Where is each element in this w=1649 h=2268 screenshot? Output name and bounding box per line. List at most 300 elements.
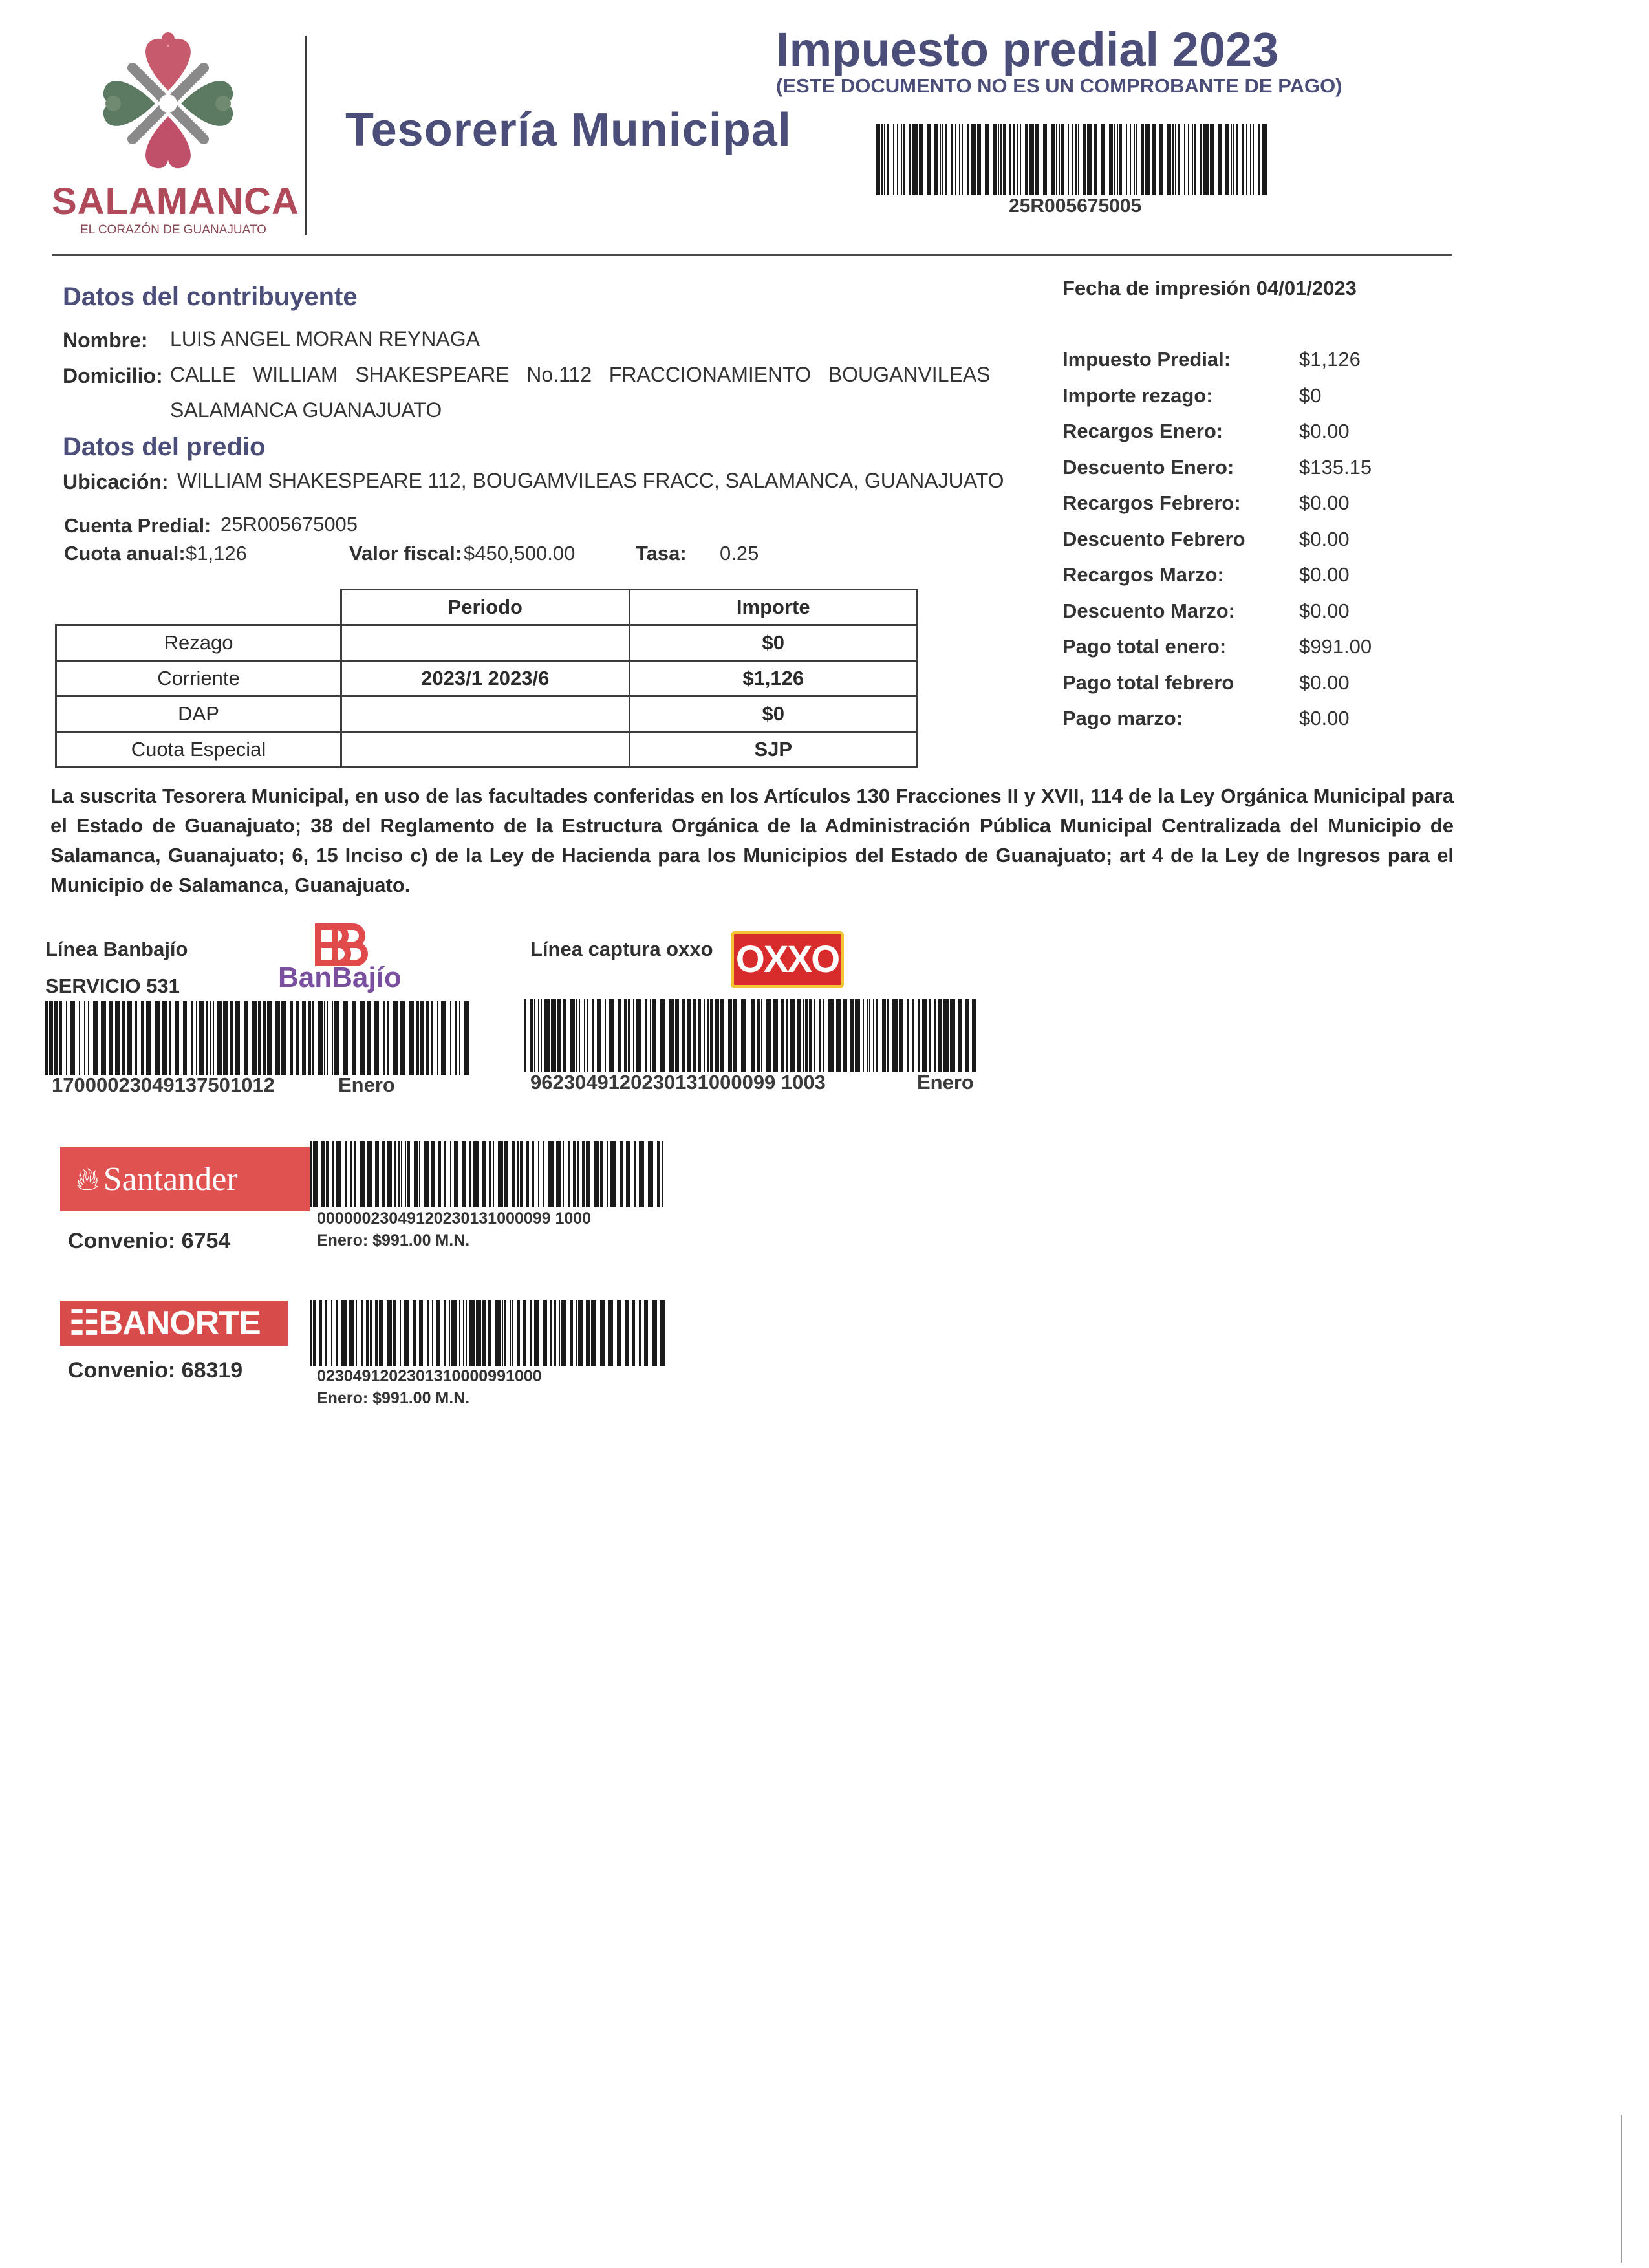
banorte-logo <box>60 1301 288 1346</box>
period-cell <box>341 732 629 768</box>
barcode-bar <box>597 999 601 1072</box>
barcode-bar <box>454 1141 458 1207</box>
logo-tagline: EL CORAZÓN DE GUANAJUATO <box>80 223 266 237</box>
barcode-bar <box>482 1141 486 1207</box>
barcode-bar <box>1043 124 1047 195</box>
santander-amount: Enero: $991.00 M.N. <box>317 1231 470 1249</box>
barcode-bar <box>998 124 999 195</box>
banbajio-b-icon <box>278 922 427 967</box>
summary-value: $0.00 <box>1299 527 1350 550</box>
barcode-bar <box>884 124 885 195</box>
barcode-bar <box>1068 124 1069 195</box>
barcode-bar <box>1056 124 1057 195</box>
barcode-bar <box>843 999 847 1072</box>
barcode-bar <box>625 1300 629 1366</box>
barcode-bar <box>882 999 886 1072</box>
barcode-bar <box>850 999 854 1072</box>
barcode-bar <box>781 999 784 1072</box>
barcode-bar <box>427 1300 429 1366</box>
barcode-bar <box>617 1300 621 1366</box>
summary-row <box>1062 420 1386 456</box>
barcode-bar <box>940 124 941 195</box>
summary-row <box>1062 635 1386 671</box>
barcode-bar <box>951 124 953 195</box>
barcode-bar <box>1101 124 1105 195</box>
banbajio-wordmark: BanBajío <box>278 962 402 993</box>
fiscal-value: $450,500.00 <box>464 542 576 565</box>
barcode-bar <box>93 1001 98 1075</box>
barcode-bar <box>302 1001 306 1075</box>
barcode-bar <box>196 1001 197 1075</box>
barcode-bar <box>476 1300 481 1366</box>
barcode-bar <box>584 999 585 1072</box>
barcode-bar <box>407 1141 410 1207</box>
barcode-bar <box>450 1141 451 1207</box>
barcode-bar <box>115 1001 120 1075</box>
barcode-bar <box>962 124 963 195</box>
barcode-bar <box>45 1001 48 1075</box>
summary-value: $0 <box>1299 383 1322 407</box>
summary-label: Recargos Febrero: <box>1062 491 1241 514</box>
barcode-bar <box>436 1300 440 1366</box>
santander-logo <box>60 1147 310 1211</box>
oxxo-month: Enero <box>917 1071 974 1094</box>
account-label: Cuenta Predial: <box>64 514 211 537</box>
barcode-bar <box>628 999 630 1072</box>
barcode-bar <box>577 1141 579 1207</box>
barcode-bar <box>431 1141 435 1207</box>
barcode-bar <box>971 124 976 195</box>
barcode-bar <box>639 1141 644 1207</box>
barcode-bar <box>766 999 771 1072</box>
barcode-bar <box>955 124 956 195</box>
barcode-bar <box>903 124 905 195</box>
barcode-bar <box>634 1141 636 1207</box>
barcode-bar <box>223 1001 228 1075</box>
barcode-bar <box>797 999 801 1072</box>
barcode-bar <box>258 1001 261 1075</box>
barcode-bar <box>296 1001 299 1075</box>
barcode-bar <box>210 1001 211 1075</box>
barcode-bar <box>230 1001 233 1075</box>
oxxo-number: 9623049120230131000099 1003 <box>530 1071 826 1094</box>
barcode-bar <box>517 1141 519 1207</box>
barcode-bar <box>1109 124 1113 195</box>
barcode-bar <box>945 124 947 195</box>
barcode-bar <box>633 999 634 1072</box>
barcode-bar <box>502 1300 503 1366</box>
barcode-bar <box>749 999 750 1072</box>
amount-header: Importe <box>629 590 918 625</box>
barcode-bar <box>652 999 656 1072</box>
barcode-bar <box>1119 124 1122 195</box>
barcode-bar <box>122 1001 125 1075</box>
barcode-bar <box>592 999 594 1072</box>
barcode-bar <box>520 1141 523 1207</box>
barcode-bar <box>345 1141 347 1207</box>
barcode-bar <box>405 1141 406 1207</box>
barcode-bar <box>141 1001 144 1075</box>
barcode-bar <box>504 1141 508 1207</box>
barcode-bar <box>375 1141 379 1207</box>
period-header: Periodo <box>341 590 629 625</box>
account-barcode <box>876 124 1268 195</box>
header-divider <box>305 36 307 235</box>
barcode-bar <box>79 1001 80 1075</box>
barcode-bar <box>530 1300 532 1366</box>
barcode-bar <box>382 1141 385 1207</box>
banbajio-label: Línea Banbajío <box>45 938 188 960</box>
barcode-bar <box>206 1001 208 1075</box>
table-header-row <box>56 590 918 625</box>
barcode-bar <box>1250 124 1251 195</box>
barcode-bar <box>252 1001 257 1075</box>
barcode-bar <box>451 1300 457 1366</box>
barcode-bar <box>958 999 962 1072</box>
barcode-bar <box>632 1300 635 1366</box>
barcode-bar <box>517 1300 520 1366</box>
address-line-1: CALLE WILLIAM SHAKESPEARE No.112 FRACCIONAMIENTO BOUGANVILEAS <box>170 363 991 386</box>
barcode-bar <box>554 1300 556 1366</box>
summary-value: $135.15 <box>1299 455 1372 479</box>
barcode-bar <box>873 999 874 1072</box>
barcode-bar <box>934 124 938 195</box>
barcode-bar <box>101 1001 106 1075</box>
barcode-bar <box>341 1300 347 1366</box>
property-heading: Datos del predio <box>63 433 266 461</box>
barcode-bar <box>489 1141 491 1207</box>
barcode-bar <box>660 1300 665 1366</box>
barcode-bar <box>374 1001 379 1075</box>
table-corner <box>56 590 341 625</box>
banbajio-month: Enero <box>338 1074 395 1096</box>
santander-flame-icon: 🔥︎ <box>76 1161 100 1197</box>
barcode-bar <box>828 999 834 1072</box>
summary-row <box>1062 384 1386 420</box>
barcode-bar <box>49 1001 53 1075</box>
barcode-bar <box>387 1001 389 1075</box>
summary-row <box>1062 563 1386 599</box>
barcode-bar <box>375 1300 378 1366</box>
barcode-bar <box>1188 124 1189 195</box>
barcode-bar <box>876 124 880 195</box>
summary-row <box>1062 671 1386 707</box>
barcode-bar <box>608 1300 613 1366</box>
barcode-bar <box>1000 124 1002 195</box>
barcode-bar <box>504 1300 506 1366</box>
barcode-bar <box>1253 124 1254 195</box>
barcode-bar <box>1051 124 1055 195</box>
barcode-bar <box>985 124 989 195</box>
banorte-wordmark: BANORTE <box>98 1304 261 1342</box>
summary-row <box>1062 491 1386 528</box>
salamanca-emblem-icon <box>45 19 291 181</box>
barcode-bar <box>361 1300 363 1366</box>
amount-cell: SJP <box>629 732 918 768</box>
barcode-bar <box>463 1300 464 1366</box>
barcode-bar <box>155 1001 160 1075</box>
barcode-bar <box>624 999 627 1072</box>
fiscal-value-label: Valor fiscal: <box>349 542 462 565</box>
annual-fee-label: Cuota anual: <box>64 542 186 565</box>
summary-label: Importe rezago: <box>1062 383 1213 407</box>
barcode-bar <box>432 1300 433 1366</box>
barcode-bar <box>524 999 526 1072</box>
barcode-bar <box>444 1141 446 1207</box>
barcode-bar <box>1233 124 1234 195</box>
barcode-bar <box>331 1300 332 1366</box>
barcode-bar <box>1210 124 1214 195</box>
barcode-bar <box>618 999 621 1072</box>
barcode-bar <box>146 1001 151 1075</box>
barcode-bar <box>267 1001 272 1075</box>
barcode-bar <box>321 1141 325 1207</box>
barcode-bar <box>326 1141 329 1207</box>
barcode-bar <box>343 1001 349 1075</box>
barcode-bar <box>312 1001 314 1075</box>
barcode-bar <box>401 1141 402 1207</box>
barcode-bar <box>349 1300 354 1366</box>
concept-cell: Corriente <box>56 661 341 697</box>
barcode-bar <box>967 124 969 195</box>
barcode-bar <box>814 999 815 1072</box>
barcode-bar <box>741 999 746 1072</box>
summary-row <box>1062 456 1386 492</box>
barcode-bar <box>1159 124 1163 195</box>
summary-label: Pago marzo: <box>1062 707 1183 729</box>
barcode-bar <box>751 999 755 1072</box>
barcode-bar <box>419 1300 423 1366</box>
barcode-bar <box>1003 124 1006 195</box>
barcode-bar <box>398 1141 400 1207</box>
barcode-bar <box>662 1141 663 1207</box>
barcode-bar <box>334 1001 339 1075</box>
barcode-bar <box>907 999 909 1072</box>
barcode-bar <box>510 1300 511 1366</box>
barcode-bar <box>867 999 868 1072</box>
concept-cell: Cuota Especial <box>56 732 341 768</box>
barcode-bar <box>400 1300 401 1366</box>
summary-value: $991.00 <box>1299 635 1372 658</box>
barcode-bar <box>698 999 701 1072</box>
barcode-bar <box>387 1300 392 1366</box>
document-title: Impuesto predial 2023 <box>776 23 1279 76</box>
barcode-bar <box>609 999 614 1072</box>
barcode-bar <box>757 999 760 1072</box>
barcode-bar <box>526 1141 529 1207</box>
barcode-bar <box>416 1001 419 1075</box>
barcode-bar <box>586 1300 590 1366</box>
barcode-bar <box>809 999 812 1072</box>
barcode-bar <box>899 999 903 1072</box>
barcode-bar <box>1184 124 1185 195</box>
barcode-bar <box>570 999 575 1072</box>
barcode-bar <box>532 1141 534 1207</box>
barcode-bar <box>313 1141 318 1207</box>
table-row <box>56 697 918 732</box>
barcode-bar <box>959 124 960 195</box>
barcode-bar <box>495 1300 501 1366</box>
amount-cell: $0 <box>629 625 918 661</box>
barcode-bar <box>1035 124 1039 195</box>
barcode-bar <box>887 999 889 1072</box>
barcode-bar <box>1192 124 1193 195</box>
barcode-bar <box>887 124 889 195</box>
barcode-bar <box>972 999 976 1072</box>
barcode-bar <box>579 999 580 1072</box>
barcode-bar <box>876 999 878 1072</box>
barcode-bar <box>652 1300 657 1366</box>
barcode-bar <box>367 1001 371 1075</box>
barcode-bar <box>444 1300 446 1366</box>
table-row <box>56 625 918 661</box>
summary-label: Pago total febrero <box>1062 671 1234 694</box>
banorte-agreement: Convenio: 68319 <box>68 1358 243 1383</box>
barcode-bar <box>648 1141 653 1207</box>
barcode-bar <box>644 1300 648 1366</box>
barcode-bar <box>675 999 679 1072</box>
banbajio-service: SERVICIO 531 <box>45 975 180 997</box>
barcode-bar <box>610 1141 616 1207</box>
barcode-bar <box>626 1141 630 1207</box>
barcode-bar <box>393 1300 396 1366</box>
barcode-bar <box>1136 124 1137 195</box>
barcode-bar <box>855 999 860 1072</box>
barcode-bar <box>909 124 911 195</box>
barcode-bar <box>576 1300 577 1366</box>
barcode-bar <box>530 999 533 1072</box>
table-row <box>56 661 918 697</box>
barcode-bar <box>576 999 577 1072</box>
barcode-bar <box>360 1001 365 1075</box>
summary-row <box>1062 599 1386 636</box>
barcode-bar <box>1114 124 1116 195</box>
barcode-bar <box>1078 124 1079 195</box>
barcode-bar <box>1218 124 1222 195</box>
barcode-bar <box>366 1300 369 1366</box>
account-number: 25R005675005 <box>221 513 358 535</box>
barcode-bar <box>462 1141 466 1207</box>
barcode-bar <box>473 1141 479 1207</box>
summary-row <box>1062 348 1386 384</box>
santander-barcode <box>310 1141 668 1207</box>
barcode-bar <box>438 1141 441 1207</box>
barcode-bar <box>469 1300 475 1366</box>
payment-summary <box>1062 348 1386 743</box>
barcode-bar <box>191 1001 193 1075</box>
barcode-bar <box>600 1141 603 1207</box>
barcode-bar <box>660 999 665 1072</box>
barcode-bar <box>1203 124 1209 195</box>
banbajio-barcode <box>45 1001 472 1075</box>
barcode-bar <box>563 1141 564 1207</box>
barcode-bar <box>336 1300 338 1366</box>
barcode-bar <box>424 1141 429 1207</box>
barcode-bar <box>370 1300 372 1366</box>
barcode-bar <box>325 1300 327 1366</box>
barcode-bar <box>639 1300 641 1366</box>
barcode-bar <box>1167 124 1171 195</box>
barcode-bar <box>570 1300 573 1366</box>
barcode-bar <box>819 999 821 1072</box>
summary-value: $0.00 <box>1299 420 1350 442</box>
barcode-bar <box>360 1141 365 1207</box>
barcode-bar <box>636 999 641 1072</box>
rate-label: Tasa: <box>636 542 687 565</box>
barcode-bar <box>563 999 566 1072</box>
barcode-bar <box>281 1001 286 1075</box>
barcode-bar <box>543 1300 547 1366</box>
address-line-2: SALAMANCA GUANAJUATO <box>170 398 442 422</box>
summary-label: Recargos Marzo: <box>1062 563 1224 586</box>
barcode-bar <box>544 999 550 1072</box>
barcode-bar <box>1145 124 1150 195</box>
barcode-bar <box>1134 124 1135 195</box>
summary-value: $0.00 <box>1299 599 1350 622</box>
barcode-bar <box>938 999 942 1072</box>
logo-wordmark: SALAMANCA <box>52 180 299 222</box>
print-date: Fecha de impresión 04/01/2023 <box>1062 277 1357 299</box>
barcode-bar <box>367 1141 372 1207</box>
barcode-bar <box>512 1141 515 1207</box>
barcode-bar <box>352 1001 356 1075</box>
barcode-bar <box>88 1001 89 1075</box>
barcode-bar <box>573 1141 576 1207</box>
barcode-bar <box>308 1001 311 1075</box>
barcode-bar <box>1200 124 1202 195</box>
barcode-bar <box>404 1300 409 1366</box>
summary-value: $0.00 <box>1299 707 1350 729</box>
tax-rate: 0.25 <box>720 542 759 565</box>
concept-cell: DAP <box>56 697 341 732</box>
barcode-bar <box>336 1141 341 1207</box>
santander-number: 00000023049120230131000099 1000 <box>317 1209 592 1227</box>
summary-row <box>1062 707 1386 743</box>
barcode-bar <box>707 999 709 1072</box>
barcode-bar <box>1013 124 1015 195</box>
barcode-bar <box>556 1141 561 1207</box>
barcode-bar <box>582 1141 585 1207</box>
barcode-bar <box>823 999 824 1072</box>
barcode-bar <box>488 1300 491 1366</box>
barcode-bar <box>1141 124 1144 195</box>
barcode-bar <box>942 124 943 195</box>
barcode-bar <box>66 1001 67 1075</box>
barcode-bar <box>383 1001 385 1075</box>
barcode-bar <box>512 1300 513 1366</box>
barcode-bar <box>1029 124 1034 195</box>
barcode-bar <box>1009 124 1011 195</box>
barcode-bar <box>414 1141 418 1207</box>
banorte-amount: Enero: $991.00 M.N. <box>317 1389 470 1407</box>
barcode-bar <box>561 1300 566 1366</box>
barcode-bar <box>934 999 936 1072</box>
barcode-bar <box>1258 124 1260 195</box>
annual-fee: $1,126 <box>186 542 247 565</box>
location-label: Ubicación: <box>63 470 169 493</box>
barcode-bar <box>1225 124 1229 195</box>
barcode-bar <box>413 1300 416 1366</box>
barcode-bar <box>557 999 561 1072</box>
summary-label: Recargos Enero: <box>1062 420 1223 442</box>
barcode-bar <box>244 1001 248 1075</box>
barcode-bar <box>1020 124 1021 195</box>
barcode-bar <box>354 1141 356 1207</box>
barcode-bar <box>704 999 705 1072</box>
barcode-bar <box>733 999 737 1072</box>
barcode-bar <box>318 1001 323 1075</box>
barcode-bar <box>892 999 898 1072</box>
